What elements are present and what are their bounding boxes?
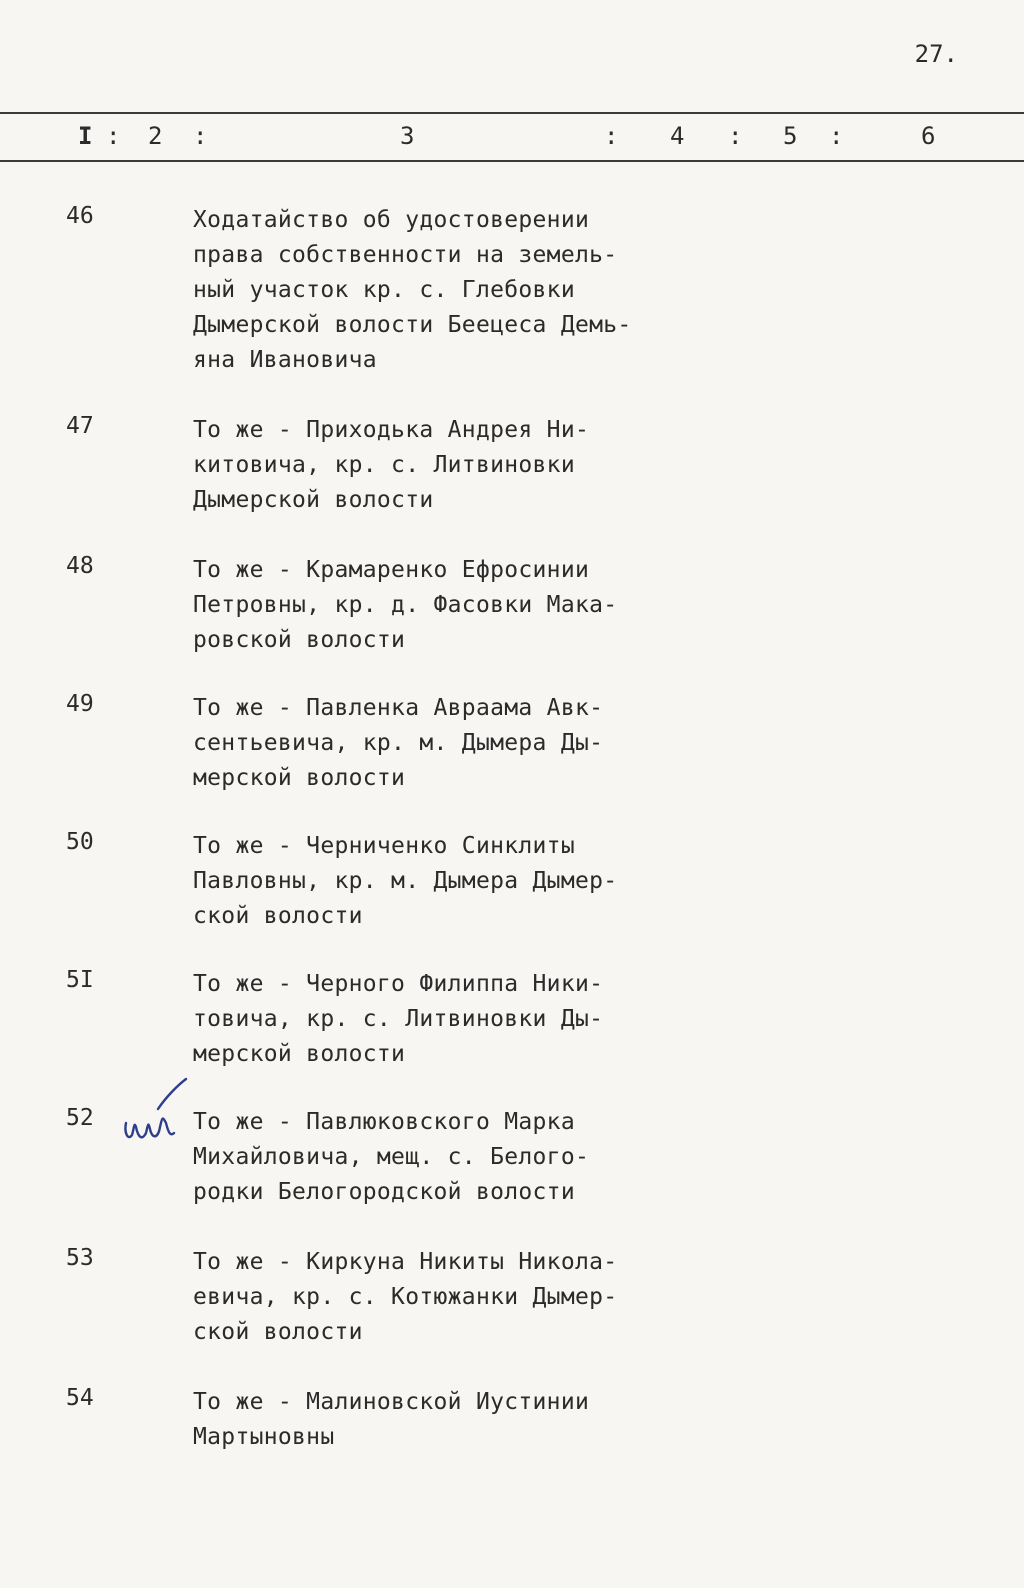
entry-text: То же - Павленка Авраама Авк- сентьевича, кр. м. Дымера Ды- мерской волости <box>193 695 604 791</box>
header-rule-bottom <box>0 160 1024 162</box>
entry-number: 52 <box>66 1105 94 1131</box>
column-header-row <box>0 122 1024 154</box>
column-4-header: 4 <box>670 122 685 150</box>
page-number: 27. <box>914 40 958 68</box>
column-separator: : <box>604 122 619 150</box>
header-rule-top <box>0 112 1024 114</box>
column-separator: : <box>193 122 208 150</box>
column-separator: : <box>728 122 743 150</box>
entry-text: То же - Черного Филиппа Ники- товича, кр. с. Литвиновки Ды- мерской волости <box>193 971 604 1067</box>
entry-text: То же - Крамаренко Ефросинии Петровны, кр. д. Фасовки Мака- ровской волости <box>193 557 618 653</box>
entry-number: 47 <box>66 413 94 439</box>
column-3-header: 3 <box>400 122 415 150</box>
entry-number: 54 <box>66 1385 94 1411</box>
entry-number: 5I <box>66 967 94 993</box>
column-separator: : <box>829 122 844 150</box>
column-1-header: I <box>78 122 93 150</box>
entry-number: 49 <box>66 691 94 717</box>
entry-text: То же - Павлюковского Марка Михайловича, мещ. с. Белого- родки Белогородской волости <box>193 1109 590 1205</box>
entry-number: 48 <box>66 553 94 579</box>
entry-number: 53 <box>66 1245 94 1271</box>
entry-text: То же - Малиновской Иустинии Мартыновны <box>193 1389 590 1450</box>
column-5-header: 5 <box>783 122 798 150</box>
handwritten-mark-icon <box>118 1075 188 1155</box>
entry-number: 46 <box>66 203 94 229</box>
entry-text: То же - Киркуна Никиты Никола- евича, кр. с. Котюжанки Дымер- ской волости <box>193 1249 618 1345</box>
column-separator: : <box>106 122 121 150</box>
entry-text: То же - Приходька Андрея Ни- китовича, кр. с. Литвиновки Дымерской волости <box>193 417 590 513</box>
entry-number: 50 <box>66 829 94 855</box>
column-2-header: 2 <box>148 122 163 150</box>
entry-text: Ходатайство об удостоверении права собственности на земель- ный участок кр. с. Глебовки Дымерской волости Беецеса Демь- яна Ивановича <box>193 207 632 373</box>
entry-text: То же - Черниченко Синклиты Павловны, кр. м. Дымера Дымер- ской волости <box>193 833 618 929</box>
column-6-header: 6 <box>921 122 936 150</box>
